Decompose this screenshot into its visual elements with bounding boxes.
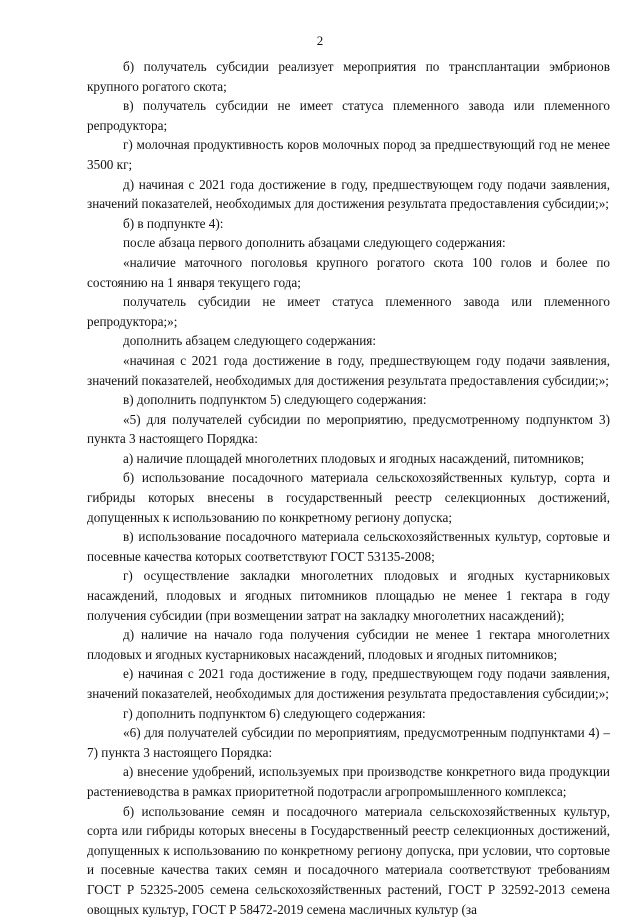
document-body (87, 57, 610, 919)
paragraph: б) в подпункте 4): (123, 215, 224, 231)
paragraph: дополнить абзацем следующего содержания: (123, 333, 377, 349)
paragraph: б) использование семян и посадочного материала сельскохозяйственных культур, сорта или гибриды которых внесены в Государственный реестр селекционных достижений, допущенных к использованию по конкретному региону допуска, при условии, что сортовые и посевные качества таких семян и посадочного материала соответствуют требованиям ГОСТ Р 52325-2005 семена сельскохозяйственных растений, ГОСТ Р 32592-2013 семена овощных культур, ГОСТ Р 58472-2019 семена масличных культур (за (87, 803, 610, 917)
page-number: 2 (316, 33, 324, 48)
paragraph: г) осуществление закладки многолетних плодовых и ягодных кустарниковых насаждений, плодовых и ягодных питомников площадью не менее 1 гектара в году получения субсидии (при возмещении затрат на закладку многолетних насаждений); (87, 568, 610, 623)
paragraph: г) молочная продуктивность коров молочных пород за предшествующий год не менее 3500 кг; (87, 137, 610, 172)
paragraph: д) наличие на начало года получения субсидии не менее 1 гектара многолетних плодовых и ягодных кустарниковых насаждений, плодовых и ягодных питомников; (87, 627, 610, 662)
paragraph: «наличие маточного поголовья крупного рогатого скота 100 голов и более по состоянию на 1 января текущего года; (87, 254, 610, 290)
paragraph: «5) для получателей субсидии по мероприятию, предусмотренному подпунктом 3) пункта 3 настоящего Порядка: (87, 411, 610, 447)
paragraph: в) получатель субсидии не имеет статуса племенного завода или племенного репродуктора; (87, 98, 610, 133)
paragraph: б) получатель субсидии реализует мероприятия по трансплантации эмбрионов крупного рогатого скота; (87, 59, 610, 94)
paragraph: е) начиная с 2021 года достижение в году, предшествующем году подачи заявления, значений показателей, необходимых для достижения результата предоставления субсидии;»; (87, 666, 610, 701)
paragraph: а) внесение удобрений, используемых при производстве конкретного вида продукции растениеводства в рамках приоритетной подотрасли агропромышленного комплекса; (87, 764, 610, 799)
paragraph: г) дополнить подпунктом 6) следующего содержания: (123, 705, 426, 721)
paragraph: получатель субсидии не имеет статуса племенного завода или племенного репродуктора;»; (87, 294, 610, 329)
paragraph: в) использование посадочного материала сельскохозяйственных культур, сортовые и посевные качества которых соответствуют ГОСТ 53135-2008; (87, 529, 610, 564)
paragraph: «начиная с 2021 года достижение в году, предшествующем году подачи заявления, значений показателей, необходимых для достижения результата предоставления субсидии;»; (87, 352, 610, 388)
paragraph: «6) для получателей субсидии по мероприятиям, предусмотренным подпунктами 4) – 7) пункта 3 настоящего Порядка: (87, 725, 610, 760)
paragraph: б) использование посадочного материала сельскохозяйственных культур, сорта и гибриды которых внесены в государственный реестр селекционных достижений, допущенных к использованию по конкретному региону допуска; (87, 470, 610, 525)
paragraph: а) наличие площадей многолетних плодовых и ягодных насаждений, питомников; (123, 450, 585, 466)
paragraph: в) дополнить подпунктом 5) следующего содержания: (123, 392, 427, 408)
paragraph: после абзаца первого дополнить абзацами следующего содержания: (123, 235, 506, 251)
paragraph: д) начиная с 2021 года достижение в году, предшествующем году подачи заявления, значений показателей, необходимых для достижения результата предоставления субсидии;»; (87, 176, 610, 212)
